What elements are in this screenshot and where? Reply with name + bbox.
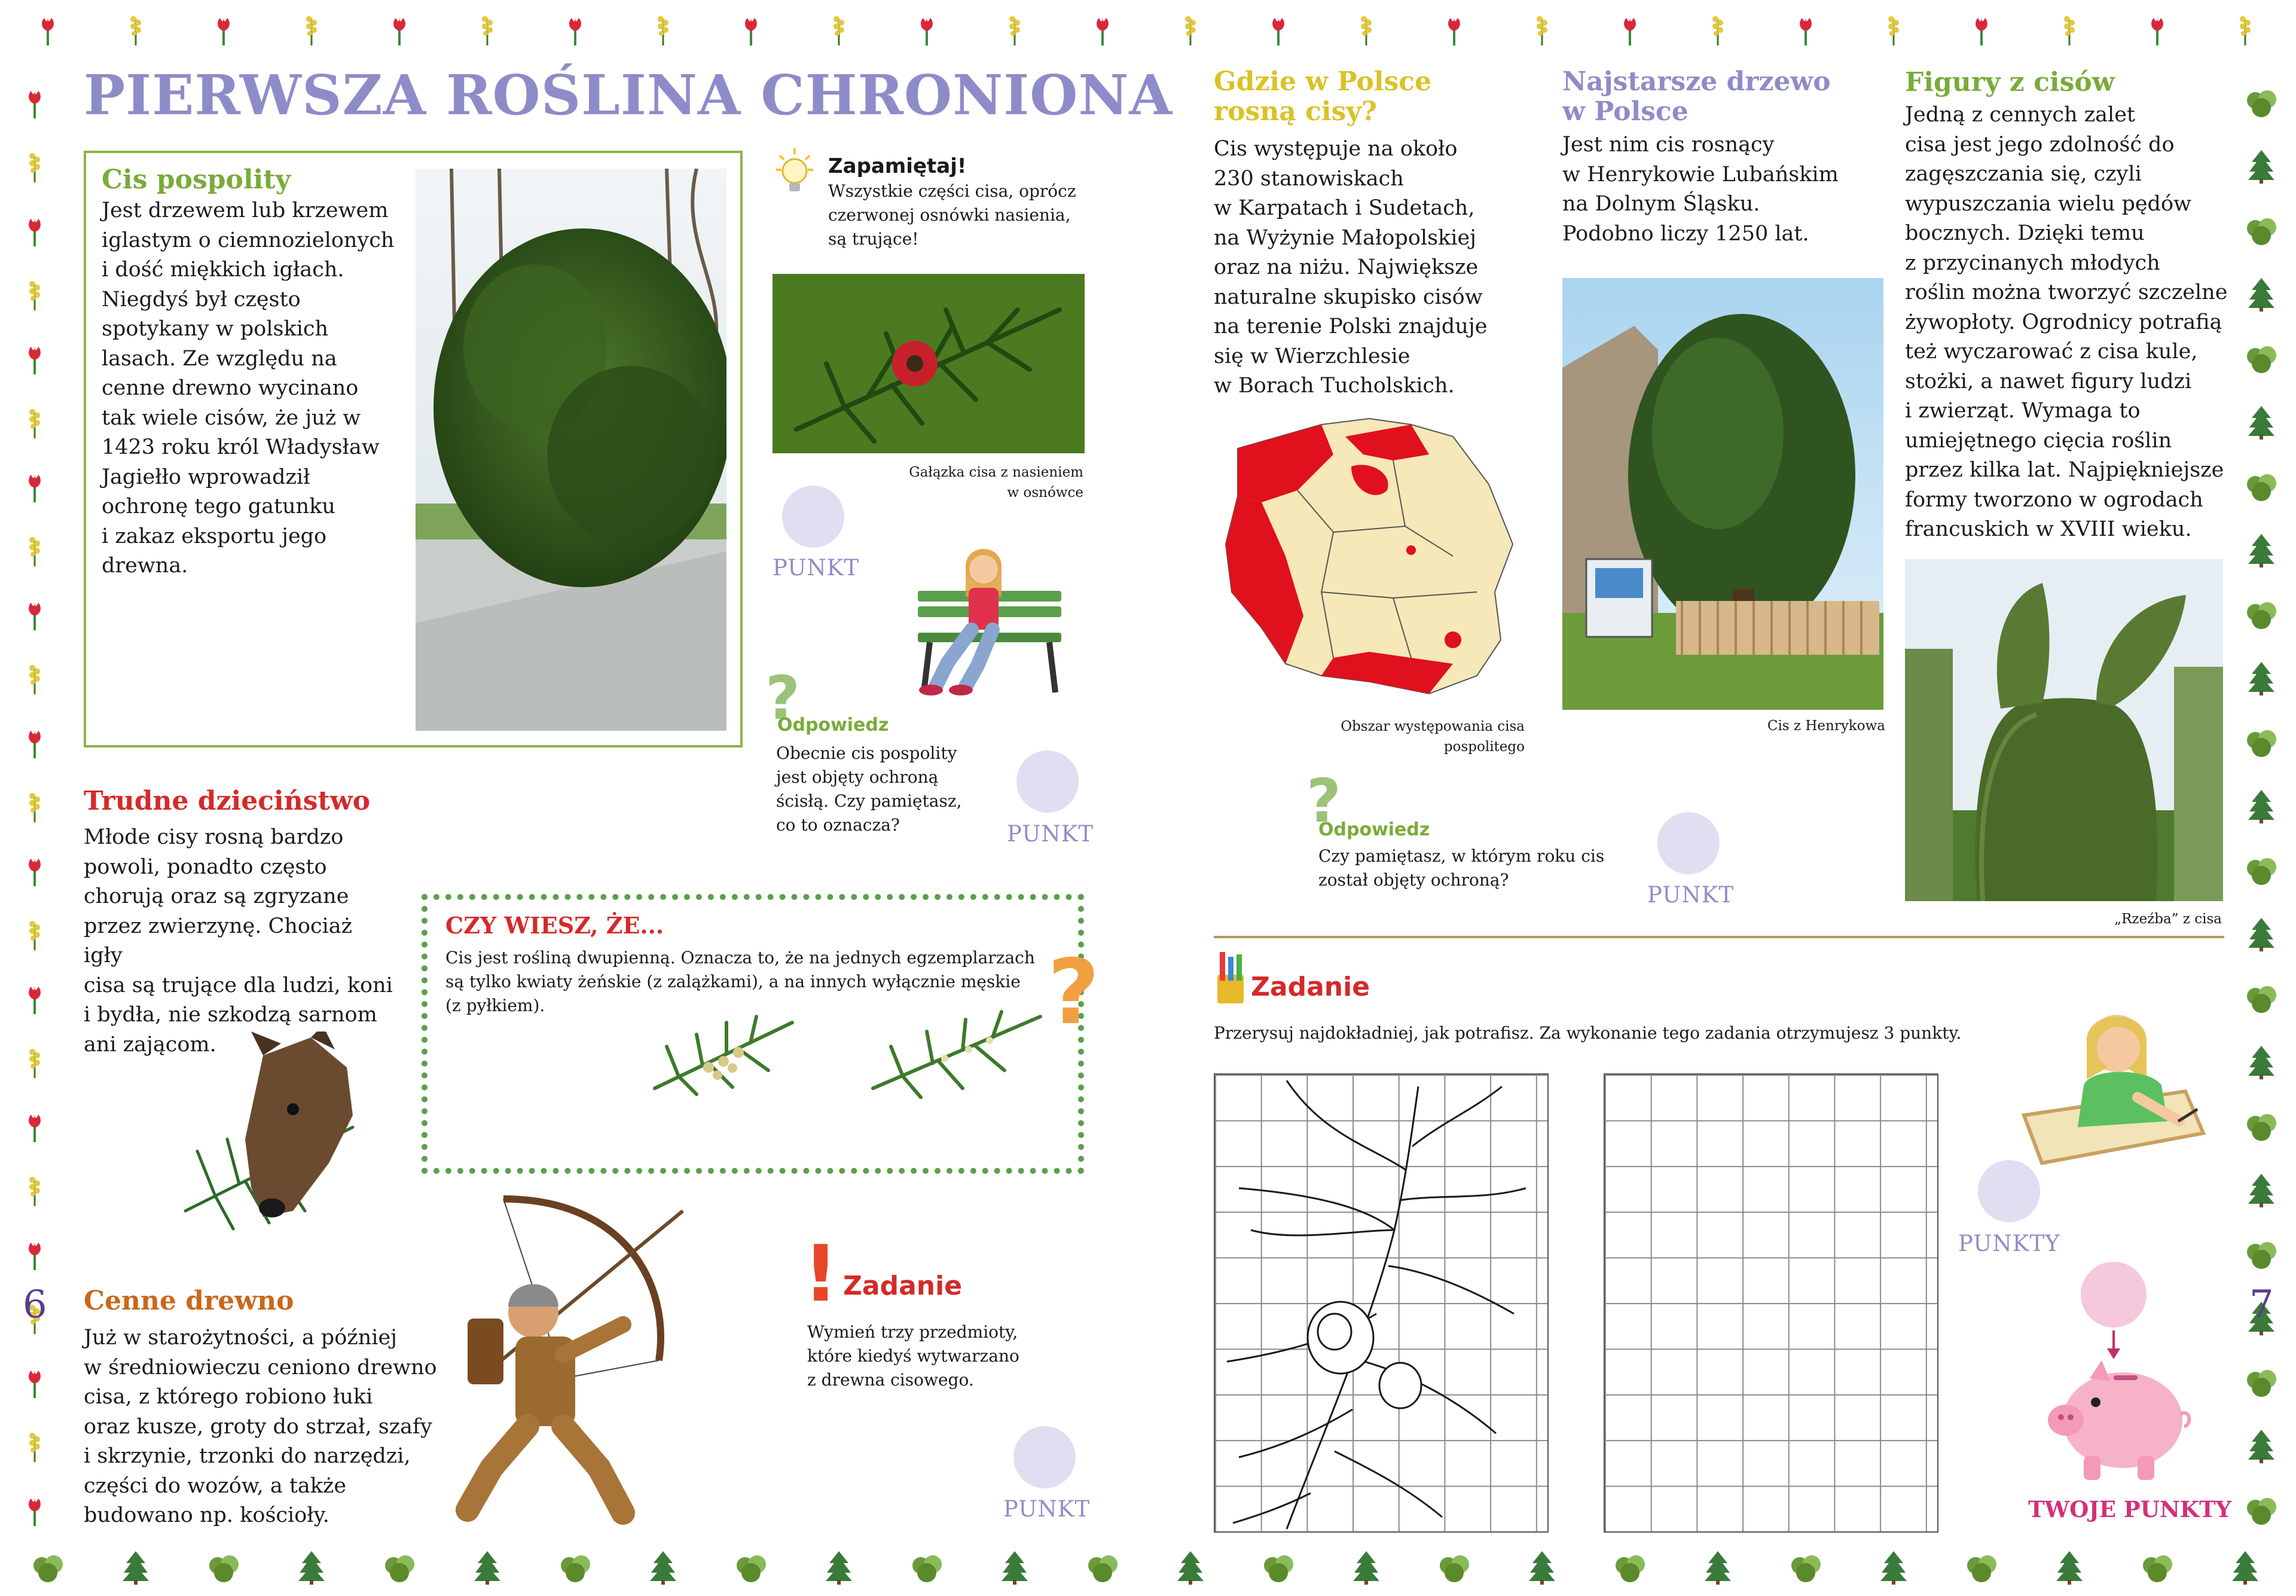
- shrub-icon: [2243, 1363, 2279, 1399]
- trudne-heading: Trudne dzieciństwo: [84, 786, 371, 816]
- points-circle-1[interactable]: [782, 486, 844, 548]
- shrub-icon: [1260, 1549, 1296, 1585]
- red-flower-icon: [17, 724, 53, 759]
- red-flower-icon: [206, 11, 242, 47]
- yellow-flower-icon: [469, 11, 505, 47]
- your-points-label: TWOJE PUNKTY: [2028, 1496, 2231, 1522]
- yellow-flower-icon: [17, 532, 53, 567]
- conifer-icon: [2243, 148, 2279, 184]
- shrub-icon: [2243, 1235, 2279, 1271]
- gdzie-text: Cis występuje na około 230 stanowiskach w Karpatach i Sudetach, na Wyżynie Małopolskiej oraz na niżu. Największe naturalne skupisko cisów na terenie Polski znajduje się w Wierzchlesie w Borach Tucholskich.: [1214, 137, 1488, 398]
- yellow-flower-icon: [17, 916, 53, 951]
- male-yew-branch-illustration: [867, 1005, 1046, 1103]
- poland-distribution-map: [1214, 413, 1525, 714]
- answer-1-heading: Odpowiedz: [777, 715, 889, 736]
- section-divider: [1214, 936, 2224, 938]
- cis-pospolity-text: Jest drzewem lub krzewem iglastym o ciemnozielonych i dość miękkich igłach. Niegdyś był często spotykany w polskich lasach. Ze względu na cenne drewno wycinano tak wiele cisów, że już w 1423 roku król Władysław Jagiełło wprowadził ochronę tego gatunku i zakaz eksportu jego drewna.: [102, 199, 395, 578]
- yew-topiary-photo: [1905, 559, 2223, 901]
- page-number-left: 6: [23, 1283, 47, 1327]
- figury-heading: Figury z cisów: [1905, 67, 2115, 97]
- shrub-icon: [381, 1549, 417, 1585]
- red-flower-icon: [381, 11, 417, 47]
- trudne-text: Młode cisy rosną bardzo powoli, ponadto często chorują oraz są zgryzane przez zwierzynę. Chociaż igły cisa są trujące dla ludzi, koni i bydła, nie szkodzą sarnom ani zającom.: [84, 825, 393, 1057]
- shrub-icon: [2243, 1107, 2279, 1143]
- red-flower-icon: [17, 84, 53, 120]
- yellow-flower-icon: [645, 11, 681, 47]
- yellow-flower-icon: [2227, 11, 2263, 47]
- shrub-icon: [909, 1549, 945, 1585]
- shrub-icon: [2243, 468, 2279, 503]
- red-flower-icon: [17, 596, 53, 631]
- remember-heading: Zapamiętaj!: [828, 154, 967, 178]
- conifer-icon: [2243, 1171, 2279, 1207]
- question-mark-icon: ?: [765, 663, 801, 733]
- conifer-icon: [1700, 1549, 1736, 1585]
- reference-drawing-grid: [1214, 1073, 1549, 1533]
- shrub-icon: [30, 1549, 66, 1585]
- red-flower-icon: [17, 340, 53, 376]
- yew-tree-photo-image: [416, 169, 726, 731]
- yellow-flower-icon: [17, 660, 53, 695]
- page-title: PIERWSZA ROŚLINA CHRONIONA: [84, 63, 1173, 127]
- piggy-bank-icon: [2048, 1354, 2191, 1488]
- did-you-know-heading: CZY WIESZ, ŻE...: [445, 912, 664, 939]
- shrub-icon: [1964, 1549, 1999, 1585]
- red-flower-icon: [1436, 11, 1472, 47]
- shrub-icon: [557, 1549, 593, 1585]
- shrub-icon: [2243, 84, 2279, 120]
- branch-caption: Gałązka cisa z nasieniem w osnówce: [909, 465, 1083, 501]
- conifer-icon: [2243, 788, 2279, 823]
- yellow-flower-icon: [1524, 11, 1560, 47]
- task-2-heading: Zadanie: [1251, 972, 1370, 1002]
- yellow-flower-icon: [118, 11, 154, 47]
- red-flower-icon: [557, 11, 593, 47]
- cenne-text: Już w starożytności, a później w średniowieczu ceniono drewno cisa, z którego robiono łuki oraz kusze, groty do strzał, szafy i skrzynie, trzonki do narzędzi, części do wozów, a także budowano np. kościoły.: [84, 1326, 437, 1527]
- points-circle-2[interactable]: [1016, 750, 1079, 813]
- conifer-icon: [2243, 660, 2279, 695]
- red-flower-icon: [17, 1235, 53, 1271]
- shrub-icon: [1612, 1549, 1648, 1585]
- shrub-icon: [2243, 724, 2279, 759]
- task-2-text: Przerysuj najdokładniej, jak potrafisz. Za wykonanie tego zadania otrzymujesz 3 punkty.: [1214, 1023, 1962, 1043]
- did-you-know-text: Cis jest rośliną dwupienną. Oznacza to, że na jednych egzemplarzach są tylko kwiaty żeńskie (z zalążkami), a na innych wyłącznie męskie (z pyłkiem).: [445, 948, 1035, 1015]
- red-flower-icon: [17, 1491, 53, 1527]
- points-label-1: PUNKT: [773, 555, 860, 581]
- red-flower-icon: [17, 468, 53, 503]
- points-circle-4[interactable]: [1657, 812, 1720, 874]
- conifer-icon: [1524, 1549, 1560, 1585]
- conifer-icon: [1876, 1549, 1912, 1585]
- answer-1-text: Obecnie cis pospolity jest objęty ochroną ścisłą. Czy pamiętasz, co to oznacza?: [776, 743, 962, 835]
- red-flower-icon: [17, 1107, 53, 1143]
- yellow-flower-icon: [294, 11, 329, 47]
- conifer-icon: [294, 1549, 329, 1585]
- pencils-icon: [1213, 951, 1248, 1007]
- yellow-flower-icon: [17, 1171, 53, 1207]
- gdzie-heading: Gdzie w Polsce rosną cisy?: [1214, 66, 1432, 127]
- yellow-flower-icon: [821, 11, 857, 47]
- conifer-icon: [2243, 1427, 2279, 1463]
- task-1-text: Wymień trzy przedmioty, które kiedyś wytwarzano z drewna cisowego.: [807, 1322, 1019, 1390]
- yew-branch-line-drawing: [1215, 1075, 1547, 1531]
- red-flower-icon: [30, 11, 66, 47]
- shrub-icon: [733, 1549, 769, 1585]
- red-flower-icon: [17, 1363, 53, 1399]
- points-label-4: PUNKT: [1647, 882, 1735, 908]
- answer-2-text: Czy pamiętasz, w którym roku cis został objęty ochroną?: [1318, 846, 1605, 890]
- yew-branch-with-seed-photo: [773, 274, 1085, 453]
- conifer-icon: [2243, 916, 2279, 951]
- yellow-flower-icon: [1876, 11, 1912, 47]
- points-circle-5[interactable]: [1978, 1160, 2040, 1222]
- red-flower-icon: [17, 212, 53, 248]
- yellow-flower-icon: [17, 1043, 53, 1079]
- figury-text: Jedną z cennych zalet cisa jest jego zdolność do zagęszczania się, czyli wypuszczania wielu pędów bocznych. Dzięki temu z przycinanych młodych roślin można tworzyć szczelne żywopłoty. Ogrodnicy potrafią też wyczarować z cisa kule, stożki, a nawet figury ludzi i zwierząt. Wymaga to umiejętnego cięcia roślin przez kilka lat. Najpiękniejsze formy tworzono w ogrodach francuskich w XVIII wieku.: [1905, 103, 2228, 541]
- conifer-icon: [2243, 276, 2279, 312]
- yellow-flower-icon: [17, 276, 53, 312]
- shrub-icon: [1436, 1549, 1472, 1585]
- conifer-icon: [1348, 1549, 1384, 1585]
- conifer-icon: [118, 1549, 154, 1585]
- red-flower-icon: [1964, 11, 1999, 47]
- conifer-icon: [997, 1549, 1033, 1585]
- remember-text: Wszystkie części cisa, oprócz czerwonej osnówki nasienia, są trujące!: [828, 181, 1076, 249]
- topiary-caption: „Rzeźba” z cisa: [2114, 911, 2222, 927]
- conifer-icon: [2243, 404, 2279, 440]
- conifer-icon: [469, 1549, 505, 1585]
- conifer-icon: [2051, 1549, 2087, 1585]
- medieval-archer-illustration: [444, 1187, 695, 1530]
- red-flower-icon: [1788, 11, 1824, 47]
- question-mark-icon-2: ?: [1306, 766, 1342, 836]
- red-flower-icon: [909, 11, 945, 47]
- female-yew-branch-illustration: [649, 1011, 798, 1100]
- yellow-flower-icon: [17, 148, 53, 184]
- yellow-flower-icon: [2051, 11, 2087, 47]
- page-number-right: 7: [2249, 1283, 2274, 1327]
- conifer-icon: [2243, 532, 2279, 567]
- shrub-icon: [2243, 596, 2279, 631]
- cenne-heading: Cenne drewno: [84, 1286, 294, 1316]
- task-1-heading: Zadanie: [843, 1271, 963, 1301]
- yellow-flower-icon: [17, 404, 53, 440]
- points-circle-3[interactable]: [1013, 1426, 1076, 1488]
- conifer-icon: [645, 1549, 681, 1585]
- henrykow-caption: Cis z Henrykowa: [1767, 718, 1885, 734]
- yew-tree-photo: [416, 169, 726, 731]
- red-flower-icon: [17, 852, 53, 887]
- girl-on-bench-illustration: [912, 543, 1067, 702]
- henrykow-yew-photo: [1562, 278, 1883, 710]
- shrub-icon: [2243, 340, 2279, 376]
- empty-drawing-grid[interactable]: [1604, 1073, 1938, 1533]
- shrub-icon: [1085, 1549, 1120, 1585]
- najstarsze-heading: Najstarsze drzewo w Polsce: [1562, 66, 1831, 127]
- total-points-circle[interactable]: [2081, 1262, 2147, 1328]
- red-flower-icon: [1260, 11, 1296, 47]
- red-flower-icon: [2139, 11, 2175, 47]
- lightbulb-icon: [776, 148, 813, 199]
- shrub-icon: [2243, 979, 2279, 1015]
- points-label-2: PUNKT: [1007, 821, 1094, 847]
- shrub-icon: [2243, 852, 2279, 887]
- red-flower-icon: [733, 11, 769, 47]
- red-flower-icon: [17, 979, 53, 1015]
- answer-2-heading: Odpowiedz: [1318, 819, 1430, 840]
- yellow-flower-icon: [1348, 11, 1384, 47]
- conifer-icon: [821, 1549, 857, 1585]
- shrub-icon: [206, 1549, 242, 1585]
- map-caption: Obszar występowania cisa pospolitego: [1341, 719, 1525, 755]
- roe-deer-head-illustration: [173, 1032, 371, 1234]
- conifer-icon: [2243, 1043, 2279, 1079]
- orange-question-mark-icon: ?: [1048, 941, 1100, 1045]
- yellow-flower-icon: [17, 788, 53, 823]
- cis-pospolity-heading: Cis pospolity: [102, 164, 291, 195]
- points-label-3: PUNKT: [1003, 1496, 1091, 1522]
- yellow-flower-icon: [1173, 11, 1208, 47]
- yellow-flower-icon: [17, 1427, 53, 1463]
- shrub-icon: [1788, 1549, 1824, 1585]
- shrub-icon: [2243, 1491, 2279, 1527]
- red-flower-icon: [1085, 11, 1120, 47]
- conifer-icon: [1173, 1549, 1208, 1585]
- exclamation-icon: !: [803, 1228, 839, 1319]
- najstarsze-text: Jest nim cis rosnący w Henrykowie Lubańskim na Dolnym Śląsku. Podobno liczy 1250 lat.: [1562, 133, 1839, 246]
- girl-drawing-illustration: [2018, 1008, 2209, 1183]
- yellow-flower-icon: [997, 11, 1033, 47]
- shrub-icon: [2139, 1549, 2175, 1585]
- points-label-5: PUNKTY: [1958, 1231, 2060, 1256]
- shrub-icon: [2243, 212, 2279, 248]
- red-flower-icon: [1612, 11, 1648, 47]
- yellow-flower-icon: [1700, 11, 1736, 47]
- conifer-icon: [2227, 1549, 2263, 1585]
